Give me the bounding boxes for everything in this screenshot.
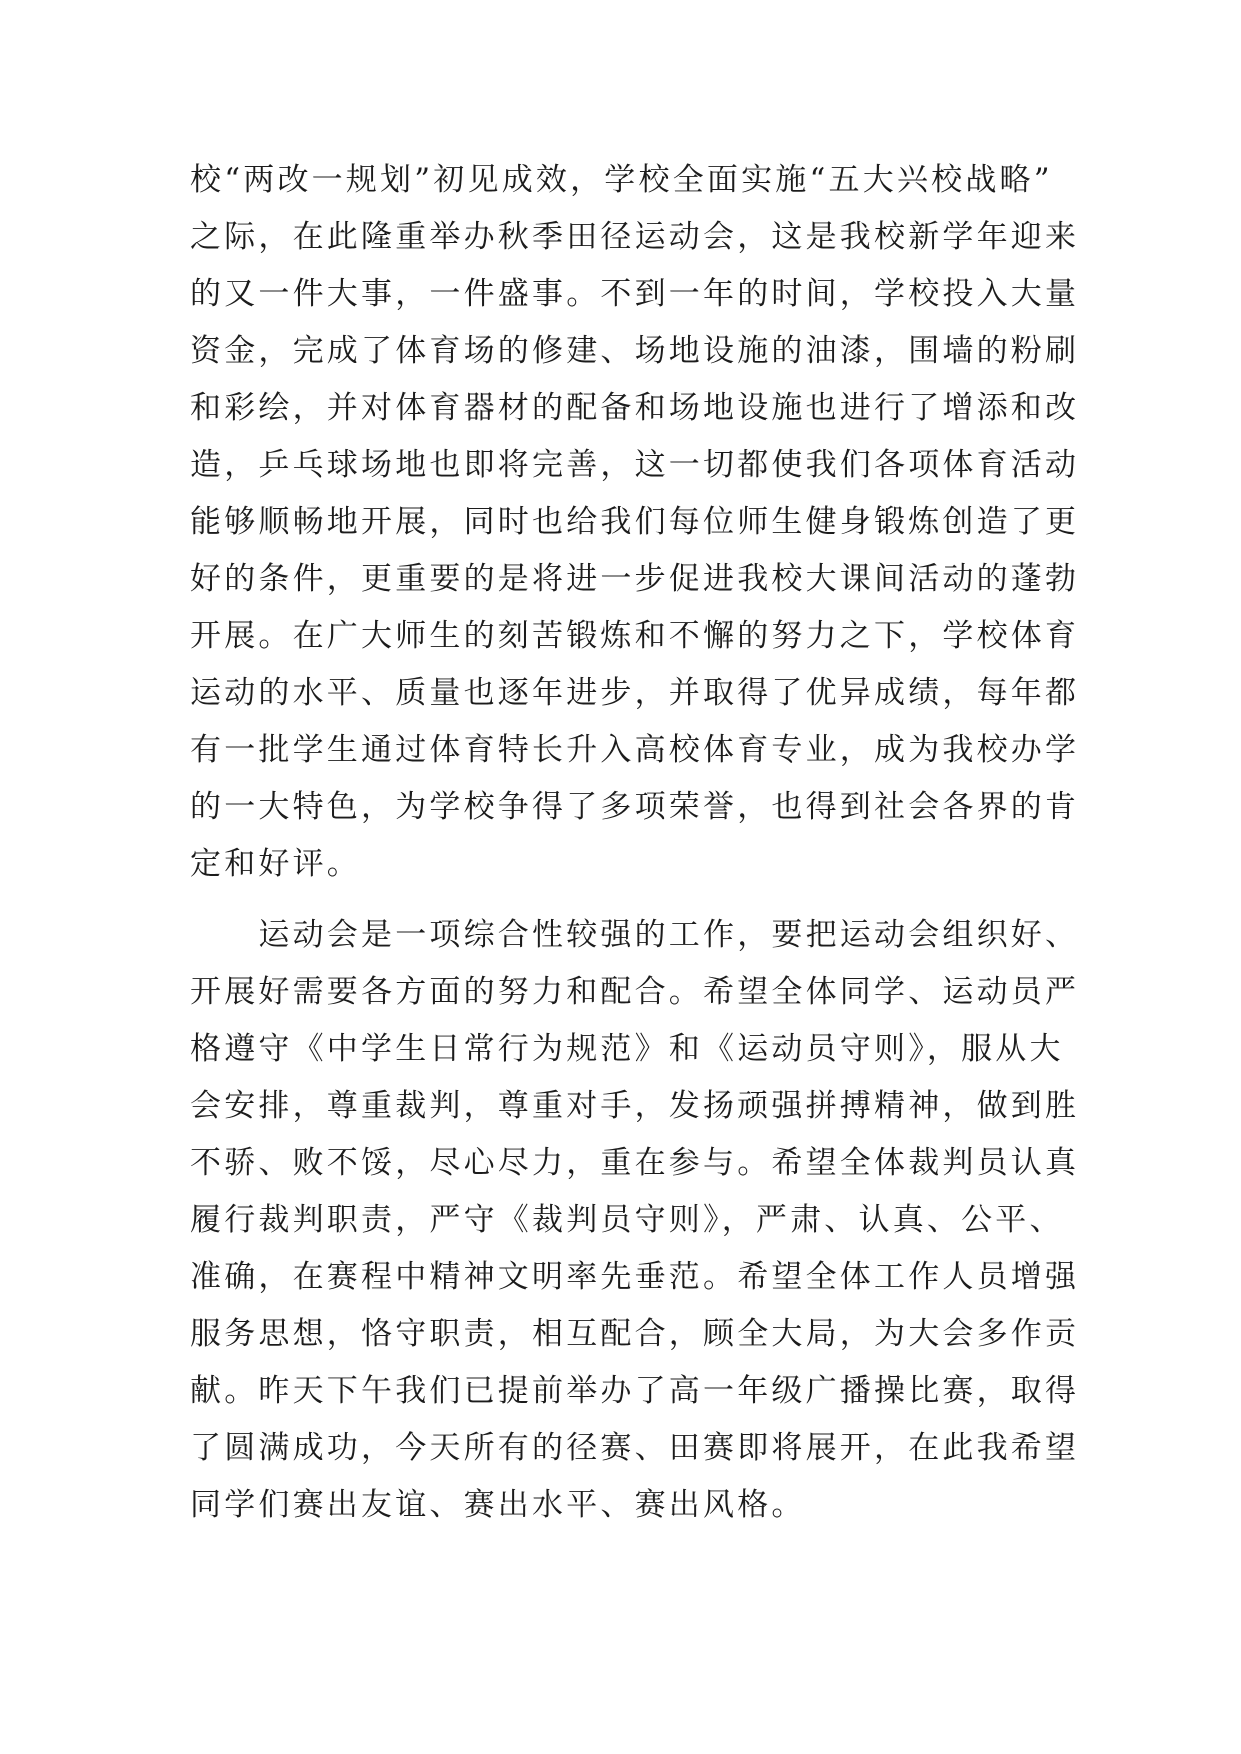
text-line: 服务思想，恪守职责，相互配合，顾全大局，为大会多作贡 [190,1316,1080,1352]
text-line: 了圆满成功，今天所有的径赛、田赛即将展开，在此我希望 [190,1430,1080,1466]
text-line: 之际，在此隆重举办秋季田径运动会，这是我校新学年迎来 [190,219,1080,255]
text-line: 和彩绘，并对体育器材的配备和场地设施也进行了增添和改 [190,390,1080,426]
text-line: 资金，完成了体育场的修建、场地设施的油漆，围墙的粉刷 [190,333,1080,369]
text-line: 好的条件，更重要的是将进一步促进我校大课间活动的蓬勃 [190,561,1080,597]
text-line: 献。昨天下午我们已提前举办了高一年级广播操比赛，取得 [190,1373,1080,1409]
text-line: 同学们赛出友谊、赛出水平、赛出风格。 [190,1487,806,1523]
text-line: 能够顺畅地开展，同时也给我们每位师生健身锻炼创造了更 [190,504,1080,540]
text-line: 定和好评。 [190,846,361,882]
text-line: 的又一件大事，一件盛事。不到一年的时间，学校投入大量 [190,276,1080,312]
text-line: 开展好需要各方面的努力和配合。希望全体同学、运动员严 [190,974,1080,1010]
text-line: 运动会是一项综合性较强的工作，要把运动会组织好、 [190,917,1080,953]
paragraph-spacer [190,893,1090,907]
text-line: 开展。在广大师生的刻苦锻炼和不懈的努力之下，学校体育 [190,618,1080,654]
document-body [190,152,1090,1534]
text-line: 不骄、败不馁，尽心尽力，重在参与。希望全体裁判员认真 [190,1145,1080,1181]
text-line: 运动的水平、质量也逐年进步，并取得了优异成绩，每年都 [190,675,1080,711]
text-line: 的一大特色，为学校争得了多项荣誉，也得到社会各界的肯 [190,789,1080,825]
text-line: 有一批学生通过体育特长升入高校体育专业，成为我校办学 [190,732,1080,768]
text-line: 会安排，尊重裁判，尊重对手，发扬顽强拼搏精神，做到胜 [190,1088,1080,1124]
paragraph [190,907,1090,1534]
text-line: 校“两改一规划”初见成效，学校全面实施“五大兴校战略” [190,162,1053,198]
paragraph [190,152,1090,893]
text-line: 造，乒乓球场地也即将完善，这一切都使我们各项体育活动 [190,447,1080,483]
text-line: 准确，在赛程中精神文明率先垂范。希望全体工作人员增强 [190,1259,1080,1295]
text-line: 格遵守《中学生日常行为规范》和《运动员守则》，服从大 [190,1031,1064,1067]
text-line: 履行裁判职责，严守《裁判员守则》，严肃、认真、公平、 [190,1202,1064,1238]
